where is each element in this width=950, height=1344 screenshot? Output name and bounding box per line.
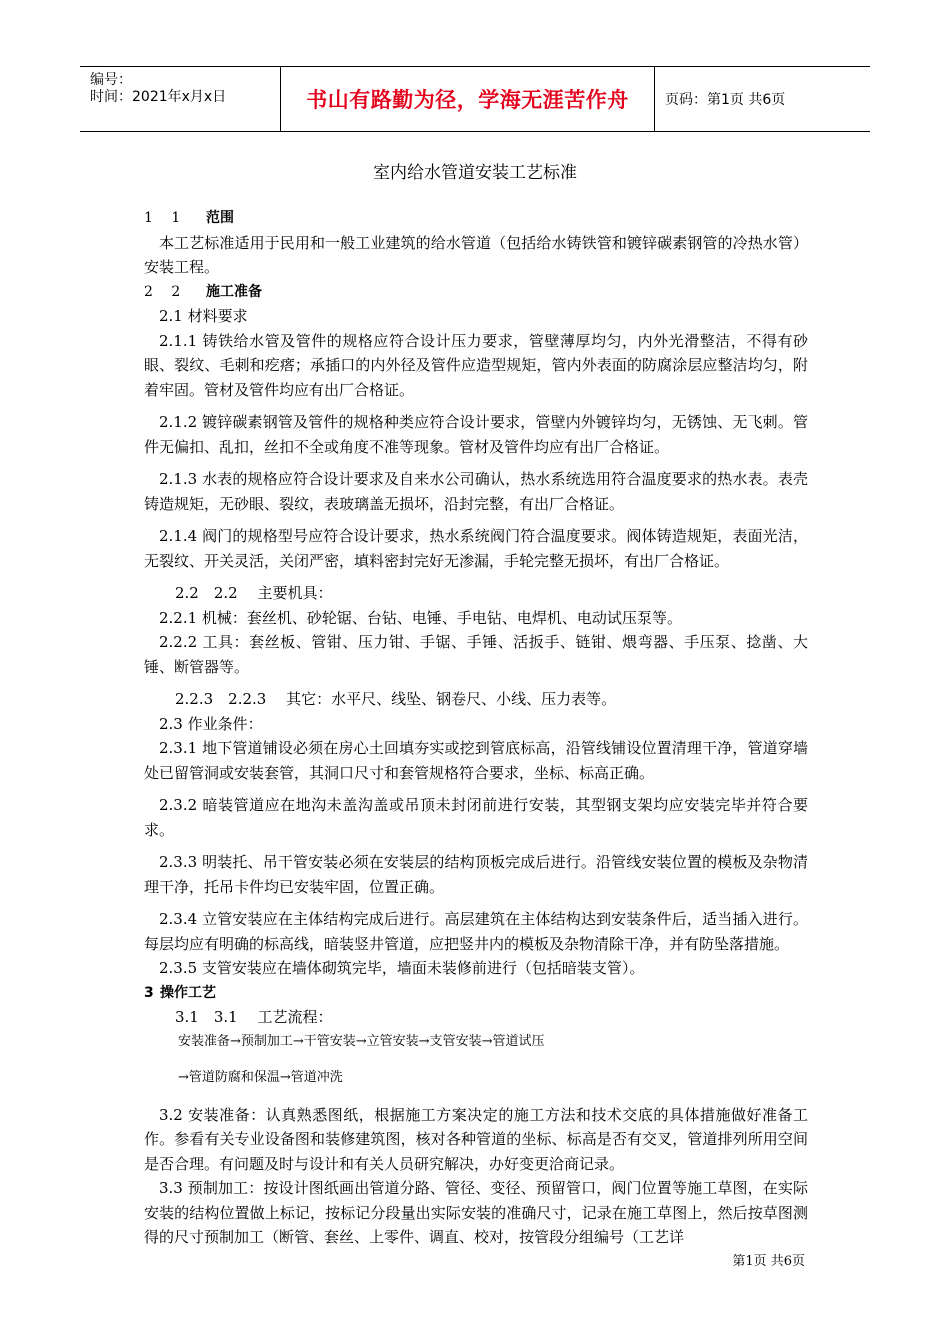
header-meta — [80, 67, 280, 131]
paragraph-2-3-5 — [144, 956, 808, 981]
serial-number-label: 编号： — [90, 72, 132, 88]
subheading-3-1: 3.1 3.1 工艺流程： — [175, 1008, 333, 1026]
header-motto-cell — [280, 67, 655, 131]
paragraph-2-1-4 — [144, 524, 808, 573]
subheading-2-3: 2.3 作业条件： — [159, 714, 263, 733]
paragraph-text: 3.3 预制加工：按设计图纸画出管道分路、管径、变径、预留管口，阀门位置等施工草图，在实际安装的结构位置做上标记，按标记分段量出实际安装的准确尺寸，记录在施工草图上，然后按草图测得的尺寸预制加工（断管、套丝、上零件、调直、校对，按管段分组编号（工艺详 — [144, 1179, 808, 1246]
paragraph-text: 2.3.2 暗装管道应在地沟未盖沟盖或吊顶未封闭前进行安装，其型钢支架均应安装完毕并符合要求。 — [144, 796, 808, 839]
process-flow-line-1: 安装准备→预制加工→干管安装→立管安装→支管安装→管道试压 — [178, 1033, 545, 1049]
paragraph-text: 本工艺标准适用于民用和一般工业建筑的给水管道（包括给水铸铁管和镀锌碳素钢管的冷热水管）安装工程。 — [144, 233, 808, 276]
paragraph-2-1-3 — [144, 467, 808, 516]
paragraph-scope — [144, 231, 808, 280]
subheading-2-2: 2.2 2.2 主要机具： — [175, 584, 333, 602]
paragraph-2-3-1 — [144, 736, 808, 785]
paragraph-2-2-1 — [144, 606, 808, 631]
paragraph-text: 2.2.2 工具：套丝板、管钳、压力钳、手锯、手锤、活扳手、链钳、煨弯器、手压泵、捻凿、大锤、断管器等。 — [144, 633, 808, 676]
section-heading-1 — [144, 206, 808, 231]
time-label: 时间：2021年x月x日 — [90, 89, 227, 105]
paragraph-2-3-3 — [144, 850, 808, 899]
paragraph-text: 3.2 安装准备：认真熟悉图纸，根据施工方案决定的施工方法和技术交底的具体措施做好准备工作。参看有关专业设备图和装修建筑图，核对各种管道的坐标、标高是否有交叉，管道排列所用空间是否合理。有问题及时与设计和有关人员研究解决，办好变更洽商记录。 — [144, 1105, 808, 1173]
section-number: 3 — [144, 984, 154, 1001]
section-heading-3 — [144, 981, 808, 1006]
paragraph-text: 2.3.3 明装托、吊干管安装必须在安装层的结构顶板完成后进行。沿管线安装位置的模板及杂物清理干净，托吊卡件均已安装牢固，位置正确。 — [144, 853, 808, 896]
paragraph-text: 2.1.4 阀门的规格型号应符合设计要求，热水系统阀门符合温度要求。阀体铸造规矩，表面光洁，无裂纹、开关灵活，关闭严密，填料密封完好无渗漏，手轮完整无损坏，有出厂合格证。 — [144, 527, 808, 570]
paragraph-text: 2.1.2 镀锌碳素钢管及管件的规格种类应符合设计要求，管壁内外镀锌均匀，无锈蚀、无飞刺。管件无偏扣、乱扣，丝扣不全或角度不准等现象。管材及管件均应有出厂合格证。 — [144, 413, 808, 456]
paragraph-2-1-2 — [144, 410, 808, 459]
subheading-2-1: 2.1 材料要求 — [159, 307, 248, 325]
paragraph-3-2 — [144, 1103, 808, 1177]
paragraph-text: 2.1.3 水表的规格应符合设计要求及自来水公司确认，热水系统选用符合温度要求的热水表。表壳铸造规矩，无砂眼、裂纹，表玻璃盖无损坏，沿封完整，有出厂合格证。 — [144, 470, 808, 513]
process-flow-line-2: →管道防腐和保温→管道冲洗 — [178, 1070, 343, 1085]
paragraph-text: 2.3.5 支管安装应在墙体砌筑完毕，墙面未装修前进行（包括暗装支管）。 — [159, 959, 645, 977]
section-heading-2 — [144, 280, 808, 305]
paragraph-2-3-2 — [144, 793, 808, 842]
paragraph-text: 2.1.1 铸铁给水管及管件的规格应符合设计压力要求，管壁薄厚均匀，内外光滑整洁，不得有砂眼、裂纹、毛刺和疙瘩；承插口的内外径及管件应造型规矩，管内外表面的防腐涂层应整洁均匀，附着牢固。管材及管件均应有出厂合格证。 — [144, 331, 808, 399]
header-page-info: 页码：第1页 共6页 — [665, 92, 786, 108]
paragraph-3-3 — [144, 1176, 808, 1250]
paragraph-2-2-3: 2.2.3 2.2.3 其它：水平尺、线坠、钢卷尺、小线、压力表等。 — [175, 690, 617, 708]
page-footer: 第1页 共6页 — [732, 1254, 805, 1269]
section-title: 范围 — [206, 210, 234, 226]
section-number: 2 2 — [144, 283, 181, 300]
section-title: 操作工艺 — [160, 984, 216, 1001]
paragraph-2-1-1 — [144, 329, 808, 403]
paragraph-text: 2.3.1 地下管道铺设必须在房心土回填夯实或挖到管底标高，沿管线铺设位置清理干净，管道穿墙处已留管洞或安装套管，其洞口尺寸和套管规格符合要求，坐标、标高正确。 — [144, 739, 808, 782]
section-title: 施工准备 — [206, 283, 262, 300]
paragraph-2-3-4 — [144, 907, 808, 956]
document-body — [144, 206, 808, 1250]
paragraph-text: 2.2.1 机械：套丝机、砂轮锯、台钻、电锤、手电钻、电焊机、电动试压泵等。 — [159, 608, 682, 627]
paragraph-text: 2.3.4 立管安装应在主体结构完成后进行。高层建筑在主体结构达到安装条件后，适当插入进行。每层均应有明确的标高线，暗装竖井管道，应把竖井内的模板及杂物清除干净，并有防坠落措施。 — [144, 910, 808, 953]
paragraph-2-2-2 — [144, 630, 808, 679]
document-title: 室内给水管道安装工艺标准 — [373, 163, 577, 183]
motto-text: 书山有路勤为径，学海无涯苦作舟 — [306, 88, 629, 112]
document-header — [80, 66, 870, 132]
section-number: 1 1 — [144, 210, 181, 226]
